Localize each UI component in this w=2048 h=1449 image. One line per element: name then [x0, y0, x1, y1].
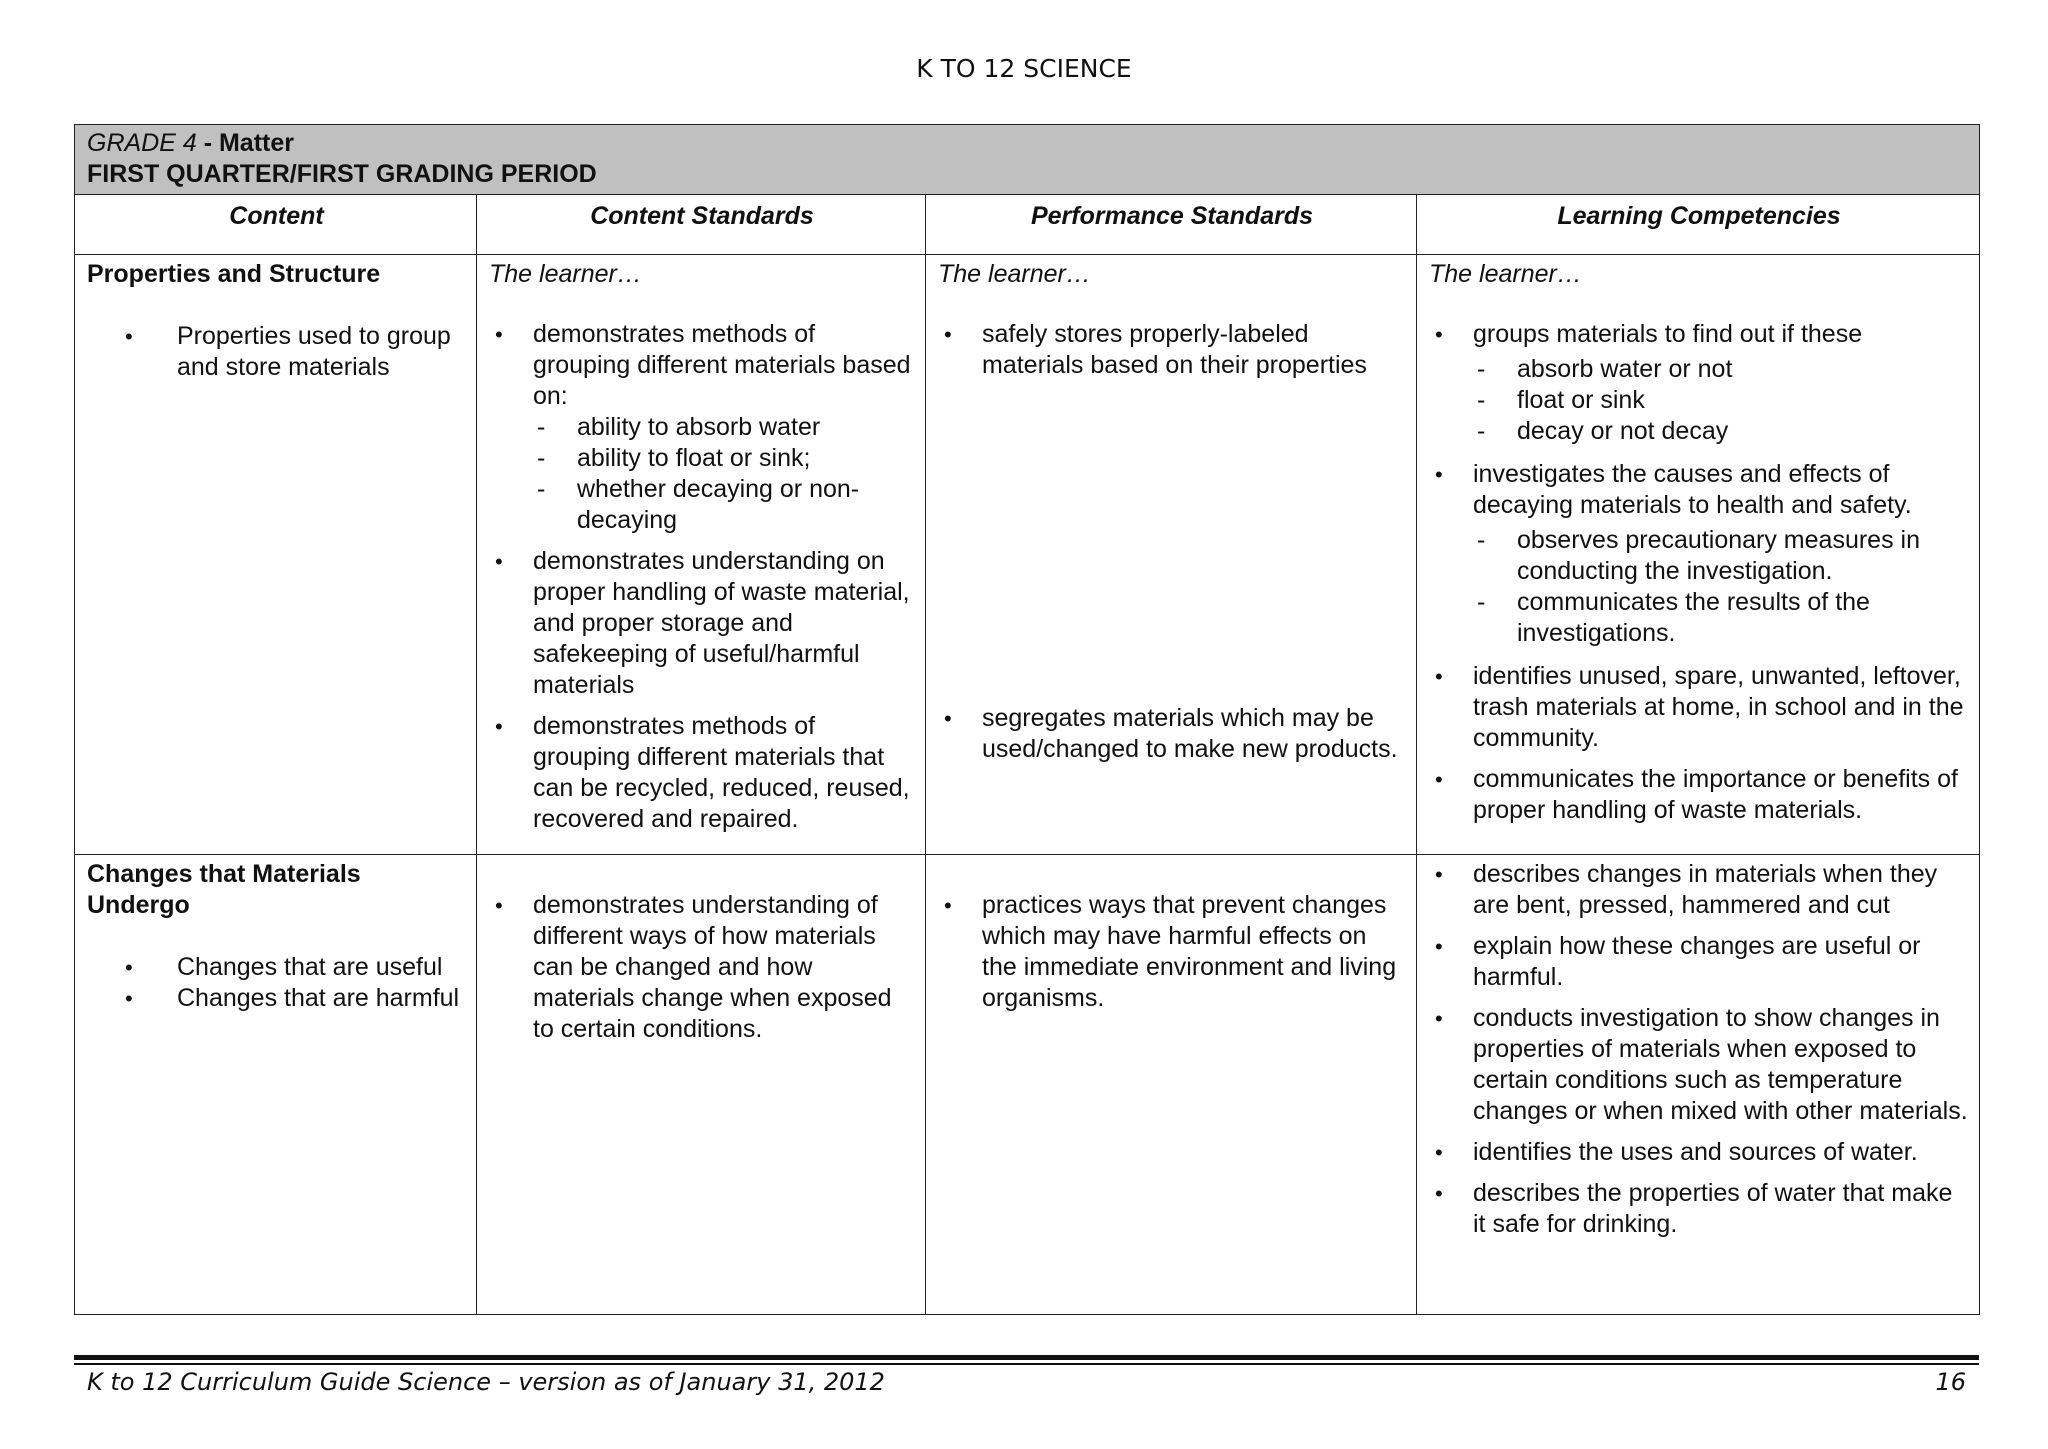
- learner-intro: The learner…: [938, 260, 1091, 288]
- sub-item: - decay or not decay: [1473, 416, 1969, 447]
- sub-list: [1473, 354, 1969, 447]
- sub-item: - communicates the results of the investigations.: [1473, 587, 1969, 649]
- performance-standards-list: [938, 890, 1406, 1014]
- topic-title: Properties and Structure: [87, 260, 381, 288]
- list-item: • Properties used to group and store materials: [87, 321, 466, 383]
- list-item: • demonstrates understanding on proper handling of waste material, and proper storage and safekeeping of useful/harmful materials: [489, 546, 915, 701]
- content-cell: [75, 855, 477, 1315]
- performance-standards-cell: [926, 255, 1417, 855]
- column-header-performance-standards: Performance Standards: [926, 195, 1417, 255]
- sub-list: [1473, 525, 1969, 649]
- performance-standards-cell: [926, 855, 1417, 1315]
- content-list: [87, 952, 466, 1014]
- table-row: [75, 855, 1980, 1315]
- page-header-title: K TO 12 SCIENCE: [916, 54, 1132, 83]
- subject-label: - Matter: [196, 129, 294, 157]
- learning-competencies-list: [1429, 319, 1969, 826]
- list-item: • communicates the importance or benefits of proper handling of waste materials.: [1429, 764, 1969, 826]
- list-item: • practices ways that prevent changes which may have harmful effects on the immediate environment and living organisms.: [938, 890, 1406, 1014]
- grade-label: GRADE 4: [87, 129, 197, 157]
- column-header-row: [75, 195, 1980, 255]
- list-item: • safely stores properly-labeled materials based on their properties: [938, 319, 1406, 381]
- list-item: • demonstrates methods of grouping different materials that can be recycled, reduced, reused, recovered and repaired.: [489, 711, 915, 835]
- sub-item: - whether decaying or non-decaying: [533, 474, 915, 536]
- topic-title: Changes that Materials Undergo: [87, 860, 361, 919]
- column-header-content-standards: Content Standards: [477, 195, 926, 255]
- learning-competencies-list: [1429, 859, 1969, 1240]
- list-item: • identifies unused, spare, unwanted, leftover, trash materials at home, in school and in the community.: [1429, 661, 1969, 754]
- learning-competencies-cell: [1417, 855, 1980, 1315]
- list-item: • describes the properties of water that make it safe for drinking.: [1429, 1178, 1969, 1240]
- sub-item: - absorb water or not: [1473, 354, 1969, 385]
- performance-standards-list: [938, 319, 1406, 765]
- content-standards-list: [489, 319, 915, 835]
- content-standards-list: [489, 890, 915, 1045]
- grade-banner: [75, 125, 1980, 195]
- table-banner-row: [75, 125, 1980, 195]
- sub-item: - observes precautionary measures in conducting the investigation.: [1473, 525, 1969, 587]
- list-item: • demonstrates understanding of different ways of how materials can be changed and how materials change when exposed to certain conditions.: [489, 890, 915, 1045]
- list-item: • segregates materials which may be used/changed to make new products.: [938, 703, 1406, 765]
- list-item: • explain how these changes are useful or harmful.: [1429, 931, 1969, 993]
- period-label: FIRST QUARTER/FIRST GRADING PERIOD: [87, 160, 597, 188]
- list-item: • describes changes in materials when they are bent, pressed, hammered and cut: [1429, 859, 1969, 921]
- column-header-learning-competencies: Learning Competencies: [1417, 195, 1980, 255]
- list-item: • identifies the uses and sources of water.: [1429, 1137, 1969, 1168]
- content-standards-cell: [477, 855, 926, 1315]
- sub-item: - ability to float or sink;: [533, 443, 915, 474]
- learner-intro: The learner…: [1429, 260, 1582, 288]
- list-item: • Changes that are harmful: [87, 983, 466, 1014]
- column-header-content: Content: [75, 195, 477, 255]
- curriculum-table: [74, 124, 1980, 1315]
- learning-competencies-cell: [1417, 255, 1980, 855]
- content-list: [87, 321, 466, 383]
- list-item: • groups materials to find out if these - absorb water or not - float or sink - decay or not decay: [1429, 319, 1969, 447]
- footer-version-text: K to 12 Curriculum Guide Science – version as of January 31, 2012: [87, 1368, 885, 1396]
- footer-divider-thick: [74, 1355, 1979, 1360]
- sub-item: - float or sink: [1473, 385, 1969, 416]
- list-item: • conducts investigation to show changes in properties of materials when exposed to certain conditions such as temperature changes or when mixed with other materials.: [1429, 1003, 1969, 1127]
- content-cell: [75, 255, 477, 855]
- sub-list: [533, 412, 915, 536]
- learner-intro: The learner…: [489, 260, 642, 288]
- content-standards-cell: [477, 255, 926, 855]
- list-item: • Changes that are useful: [87, 952, 466, 983]
- table-row: [75, 255, 1980, 855]
- page-number: 16: [1935, 1368, 1966, 1396]
- list-item: • demonstrates methods of grouping different materials based on: - ability to absorb water - ability to float or sink; - whether decaying or non-decaying: [489, 319, 915, 536]
- footer-divider-thin: [74, 1363, 1979, 1365]
- sub-item: - ability to absorb water: [533, 412, 915, 443]
- list-item: • investigates the causes and effects of decaying materials to health and safety. - observes precautionary measures in conducting the investigation. - communicates the results of the investigations.: [1429, 459, 1969, 649]
